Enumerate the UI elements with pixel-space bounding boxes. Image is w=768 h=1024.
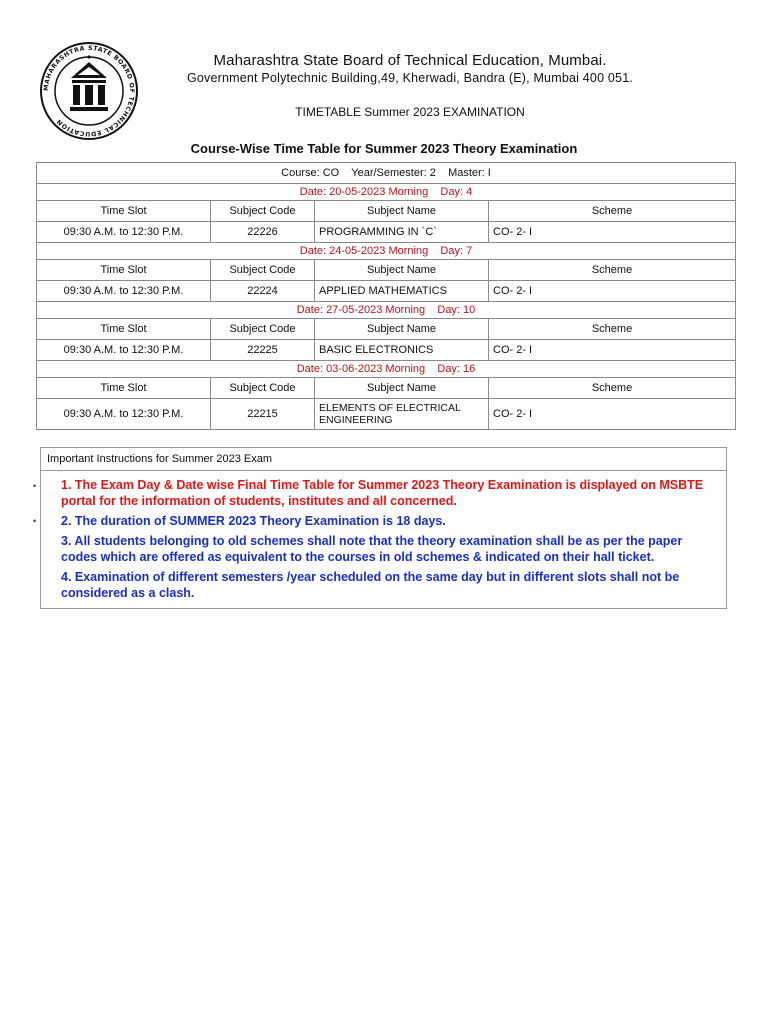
subject-code-cell: 22224 xyxy=(211,281,315,302)
subject-code-cell: 22225 xyxy=(211,340,315,361)
table-row xyxy=(37,399,736,430)
col-header-subject-code: Subject Code xyxy=(211,260,315,281)
table-row xyxy=(37,222,736,243)
col-header-scheme: Scheme xyxy=(489,319,736,340)
timetable xyxy=(36,162,736,430)
subject-code-cell: 22215 xyxy=(211,399,315,430)
column-header-row xyxy=(37,378,736,399)
date-line: Date: 20-05-2023 Morning Day: 4 xyxy=(37,184,736,201)
date-line: Date: 24-05-2023 Morning Day: 7 xyxy=(37,243,736,260)
course-row xyxy=(37,163,736,184)
scheme-cell: CO- 2- I xyxy=(489,281,736,302)
date-line: Date: 03-06-2023 Morning Day: 16 xyxy=(37,361,736,378)
col-header-time-slot: Time Slot xyxy=(37,260,211,281)
board-title: Maharashtra State Board of Technical Education, Mumbai. xyxy=(213,52,607,69)
col-header-scheme: Scheme xyxy=(489,378,736,399)
time-slot-cell: 09:30 A.M. to 12:30 P.M. xyxy=(37,340,211,361)
col-header-scheme: Scheme xyxy=(489,201,736,222)
subject-code-cell: 22226 xyxy=(211,222,315,243)
date-row xyxy=(37,184,736,201)
bullet-marker: • xyxy=(33,481,37,491)
date-line: Date: 27-05-2023 Morning Day: 10 xyxy=(37,302,736,319)
exam-title: TIMETABLE Summer 2023 EXAMINATION xyxy=(295,105,525,119)
scheme-cell: CO- 2- I xyxy=(489,399,736,430)
instruction-item: 3. All students belonging to old schemes shall note that the theory examination shall be as per the paper codes which are offered as equivalent to the courses in old schemes & indicated on their hall ticket. xyxy=(61,534,683,564)
col-header-time-slot: Time Slot xyxy=(37,319,211,340)
subject-name-cell: ELEMENTS OF ELECTRICAL ENGINEERING xyxy=(315,399,489,430)
instructions-box xyxy=(40,447,727,609)
msbte-logo xyxy=(38,40,140,142)
date-row xyxy=(37,243,736,260)
column-header-row xyxy=(37,201,736,222)
col-header-scheme: Scheme xyxy=(489,260,736,281)
subject-name-cell: PROGRAMMING IN `C` xyxy=(315,222,489,243)
time-slot-cell: 09:30 A.M. to 12:30 P.M. xyxy=(37,222,211,243)
column-header-row xyxy=(37,260,736,281)
date-row xyxy=(37,302,736,319)
subject-name-cell: APPLIED MATHEMATICS xyxy=(315,281,489,302)
time-slot-cell: 09:30 A.M. to 12:30 P.M. xyxy=(37,281,211,302)
instructions-heading: Important Instructions for Summer 2023 Exam xyxy=(41,448,726,471)
col-header-subject-name: Subject Name xyxy=(315,260,489,281)
instruction-item: 4. Examination of different semesters /year scheduled on the same day but in different slots shall not be considered as a clash. xyxy=(61,570,680,600)
instruction-item: 2. The duration of SUMMER 2023 Theory Examination is 18 days. xyxy=(61,514,446,528)
timetable-heading: Course-Wise Time Table for Summer 2023 Theory Examination xyxy=(190,141,578,156)
col-header-time-slot: Time Slot xyxy=(37,378,211,399)
col-header-time-slot: Time Slot xyxy=(37,201,211,222)
svg-text:MAHARASHTRA STATE BOARD OF TEC: MAHARASHTRA STATE BOARD OF TECHNICAL EDUCATION xyxy=(42,44,136,138)
scheme-cell: CO- 2- I xyxy=(489,222,736,243)
col-header-subject-code: Subject Code xyxy=(211,201,315,222)
table-row xyxy=(37,340,736,361)
scheme-cell: CO- 2- I xyxy=(489,340,736,361)
column-header-row xyxy=(37,319,736,340)
col-header-subject-name: Subject Name xyxy=(315,201,489,222)
col-header-subject-code: Subject Code xyxy=(211,378,315,399)
subject-name-cell: BASIC ELECTRONICS xyxy=(315,340,489,361)
date-row xyxy=(37,361,736,378)
board-address: Government Polytechnic Building,49, Kherwadi, Bandra (E), Mumbai 400 051. xyxy=(186,71,634,85)
instruction-item: 1. The Exam Day & Date wise Final Time Table for Summer 2023 Theory Examination is displayed on MSBTE portal for the information of students, institutes and all concerned. xyxy=(61,478,704,508)
table-row xyxy=(37,281,736,302)
time-slot-cell: 09:30 A.M. to 12:30 P.M. xyxy=(37,399,211,430)
instructions-list xyxy=(41,471,726,601)
bullet-marker: • xyxy=(33,516,37,526)
col-header-subject-code: Subject Code xyxy=(211,319,315,340)
col-header-subject-name: Subject Name xyxy=(315,378,489,399)
course-line: Course: CO Year/Semester: 2 Master: I xyxy=(37,163,736,184)
col-header-subject-name: Subject Name xyxy=(315,319,489,340)
